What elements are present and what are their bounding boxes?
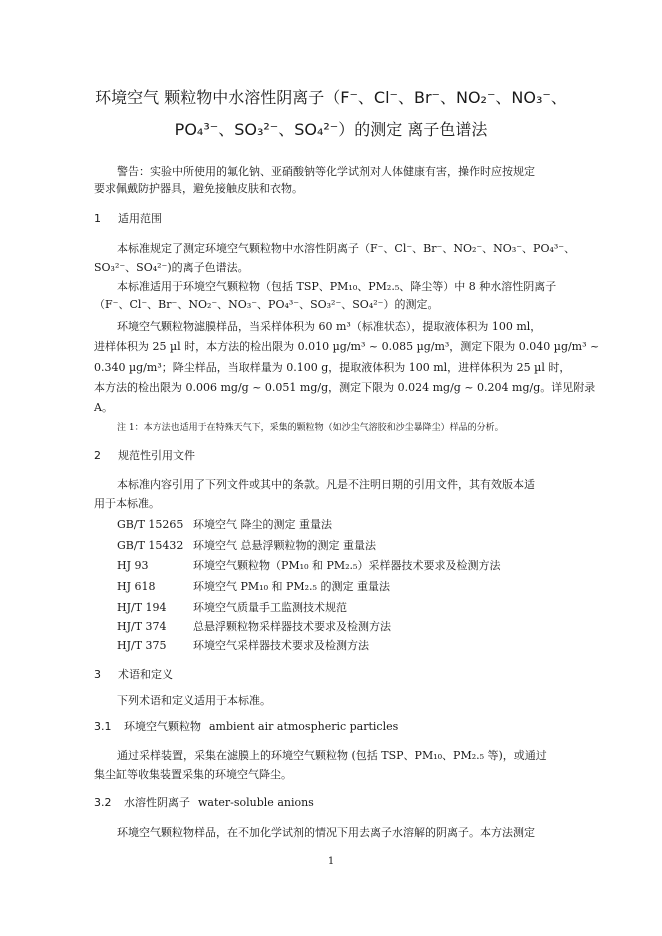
paragraph-line: A。 bbox=[94, 401, 113, 414]
reference-code: GB/T 15265 bbox=[117, 518, 184, 531]
reference-item bbox=[117, 620, 391, 634]
paragraph-line: 本标准内容引用了下列文件或其中的条款。凡是不注明日期的引用文件，其有效版本适 bbox=[117, 478, 535, 491]
section-number: 2 bbox=[94, 449, 101, 462]
page-number: 1 bbox=[327, 856, 335, 867]
paragraph-line: 环境空气颗粒物滤膜样品，当采样体积为 60 m³（标准状态），提取液体积为 100 ml， bbox=[117, 320, 542, 333]
reference-name: 环境空气 降尘的测定 重量法 bbox=[193, 518, 332, 531]
reference-code: HJ/T 375 bbox=[117, 639, 167, 652]
warning-line-2: 要求佩戴防护器具，避免接触皮肤和衣物。 bbox=[94, 182, 303, 195]
document-title-line-1: 环境空气 颗粒物中水溶性阴离子（F⁻、Cl⁻、Br⁻、NO₂⁻、NO₃⁻、 bbox=[95, 88, 567, 107]
subsection-english-title: ambient air atmospheric particles bbox=[209, 720, 399, 733]
reference-item bbox=[117, 559, 500, 573]
reference-item bbox=[117, 580, 390, 594]
paragraph-line: 本标准规定了测定环境空气颗粒物中水溶性阴离子（F⁻、Cl⁻、Br⁻、NO₂⁻、NO₃⁻、PO₄³⁻、 bbox=[117, 242, 576, 255]
subsection-title: 环境空气颗粒物 bbox=[124, 720, 201, 733]
reference-name: 环境空气颗粒物（PM₁₀ 和 PM₂.₅）采样器技术要求及检测方法 bbox=[193, 559, 501, 572]
paragraph-line: 集尘缸等收集装置采集的环境空气降尘。 bbox=[94, 768, 292, 781]
paragraph-line: （F⁻、Cl⁻、Br⁻、NO₂⁻、NO₃⁻、PO₄³⁻、SO₃²⁻、SO₄²⁻）的测定。 bbox=[94, 298, 439, 311]
reference-item bbox=[117, 639, 369, 653]
section-number: 3 bbox=[94, 668, 101, 681]
reference-code: HJ 93 bbox=[117, 559, 149, 572]
reference-code: HJ/T 374 bbox=[117, 620, 167, 633]
paragraph-line: SO₃²⁻、SO₄²⁻)的离子色谱法。 bbox=[94, 261, 249, 274]
reference-item bbox=[117, 601, 347, 615]
warning-line-1: 警告：实验中所使用的氟化钠、亚硝酸钠等化学试剂对人体健康有害，操作时应按规定 bbox=[117, 165, 535, 178]
reference-code: HJ/T 194 bbox=[117, 601, 167, 614]
subsection-english-title: water-soluble anions bbox=[198, 796, 314, 809]
section-1-heading bbox=[94, 212, 162, 226]
subsection-3-1-heading bbox=[94, 720, 398, 734]
subsection-title: 水溶性阴离子 bbox=[124, 796, 190, 809]
reference-name: 环境空气 总悬浮颗粒物的测定 重量法 bbox=[193, 539, 376, 552]
subsection-3-2-heading bbox=[94, 796, 314, 810]
paragraph-line: 本方法的检出限为 0.006 mg/g ~ 0.051 mg/g，测定下限为 0.024 mg/g ~ 0.204 mg/g。详见附录 bbox=[94, 381, 596, 394]
reference-name: 环境空气采样器技术要求及检测方法 bbox=[193, 639, 369, 652]
paragraph-line: 用于本标准。 bbox=[94, 497, 160, 510]
section-2-heading bbox=[94, 449, 195, 463]
document-title-line-2: PO₄³⁻、SO₃²⁻、SO₄²⁻）的测定 离子色谱法 bbox=[174, 120, 488, 139]
section-number: 1 bbox=[94, 212, 101, 225]
section-title: 适用范围 bbox=[118, 212, 162, 225]
paragraph-line: 进样体积为 25 µl 时，本方法的检出限为 0.010 µg/m³ ~ 0.085 µg/m³，测定下限为 0.040 µg/m³ ~ bbox=[94, 340, 600, 353]
reference-code: HJ 618 bbox=[117, 580, 156, 593]
reference-item bbox=[117, 539, 376, 553]
paragraph-line: 本标准适用于环境空气颗粒物（包括 TSP、PM₁₀、PM₂.₅、降尘等）中 8 种水溶性阴离子 bbox=[117, 280, 557, 293]
reference-name: 总悬浮颗粒物采样器技术要求及检测方法 bbox=[193, 620, 391, 633]
subsection-number: 3.2 bbox=[94, 796, 112, 809]
paragraph-line: 环境空气颗粒物样品，在不加化学试剂的情况下用去离子水溶解的阴离子。本方法测定 bbox=[117, 826, 535, 839]
paragraph-line: 通过采样装置，采集在滤膜上的环境空气颗粒物 (包括 TSP、PM₁₀、PM₂.₅ 等)，或通过 bbox=[117, 749, 547, 762]
subsection-number: 3.1 bbox=[94, 720, 112, 733]
note: 注 1：本方法也适用于在特殊天气下，采集的颗粒物（如沙尘气溶胶和沙尘暴降尘）样品的分析。 bbox=[117, 423, 504, 433]
reference-name: 环境空气质量手工监测技术规范 bbox=[193, 601, 347, 614]
reference-item bbox=[117, 518, 332, 532]
section-title: 规范性引用文件 bbox=[118, 449, 195, 462]
reference-name: 环境空气 PM₁₀ 和 PM₂.₅ 的测定 重量法 bbox=[193, 580, 390, 593]
section-title: 术语和定义 bbox=[118, 668, 173, 681]
paragraph-line: 0.340 µg/m³；降尘样品，当取样量为 0.100 g，提取液体积为 100 ml，进样体积为 25 µl 时， bbox=[94, 361, 571, 374]
paragraph-line: 下列术语和定义适用于本标准。 bbox=[117, 694, 271, 707]
reference-code: GB/T 15432 bbox=[117, 539, 184, 552]
section-3-heading bbox=[94, 668, 173, 682]
